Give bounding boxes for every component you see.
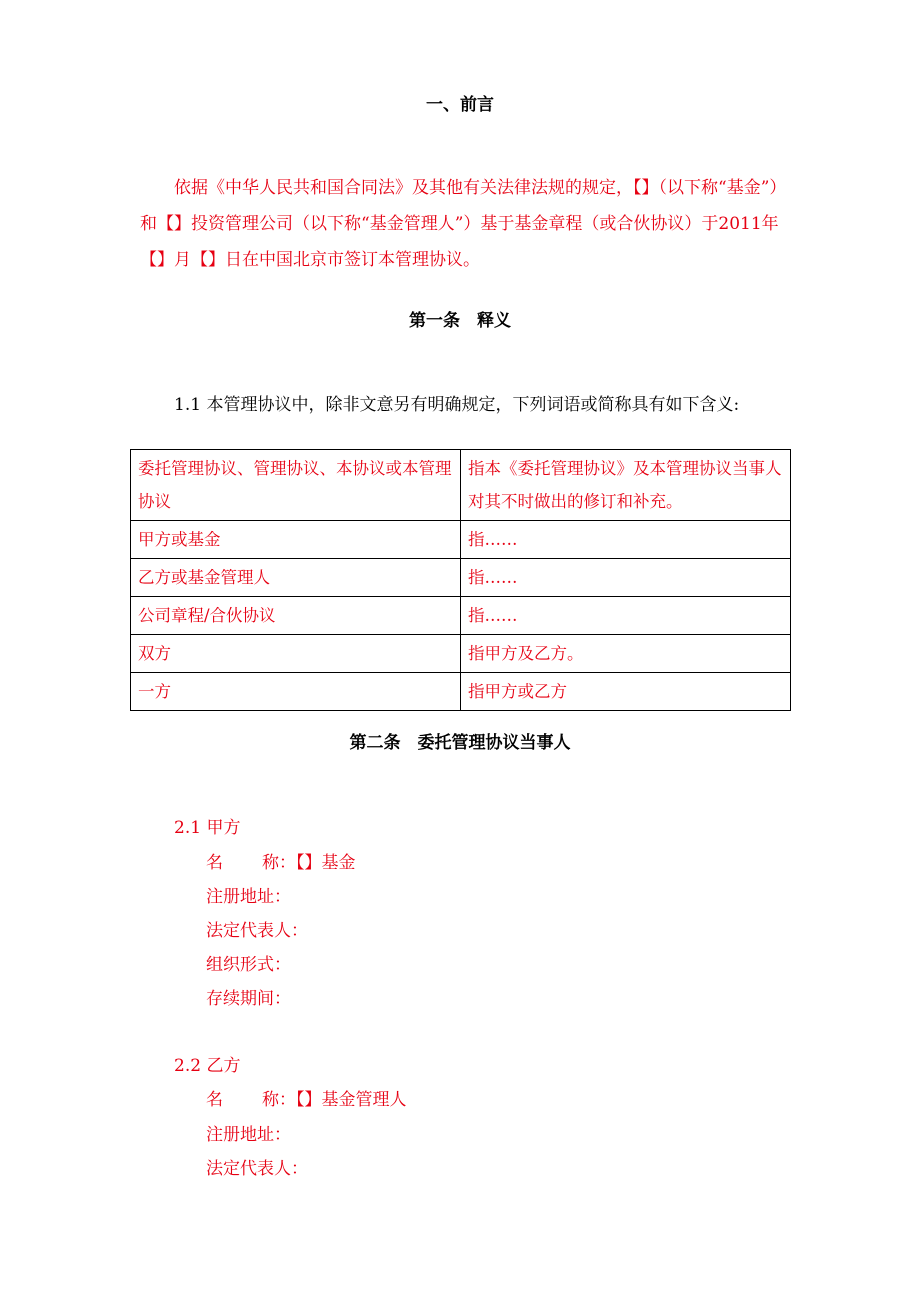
party-a-org-label: 组织形式： xyxy=(206,955,291,975)
party-b-rep-label: 法定代表人： xyxy=(206,1159,308,1179)
definition-meaning: 指…… xyxy=(461,559,791,597)
party-b-address-label: 注册地址： xyxy=(206,1125,291,1145)
definition-term: 公司章程/合伙协议 xyxy=(131,597,461,635)
table-row xyxy=(131,673,791,711)
definition-meaning: 指…… xyxy=(461,521,791,559)
definition-term: 乙方或基金管理人 xyxy=(131,559,461,597)
definition-term: 双方 xyxy=(131,635,461,673)
definition-term: 一方 xyxy=(131,673,461,711)
table-row xyxy=(131,635,791,673)
party-a-name-line xyxy=(206,848,356,873)
definition-meaning: 指甲方及乙方。 xyxy=(461,635,791,673)
party-b-heading: 2.2 乙方 xyxy=(174,1056,241,1076)
definition-meaning: 指甲方或乙方 xyxy=(461,673,791,711)
article2-title: 第二条 委托管理协议当事人 xyxy=(349,733,571,753)
name-label-first: 名 xyxy=(206,1090,223,1110)
name-label-second: 称： xyxy=(262,1090,296,1110)
table-row xyxy=(131,450,791,521)
name-label-first: 名 xyxy=(206,853,223,873)
definition-meaning: 指…… xyxy=(461,597,791,635)
party-a-address-label: 注册地址： xyxy=(206,887,291,907)
definition-term: 委托管理协议、管理协议、本协议或本管理协议 xyxy=(131,450,461,521)
party-a-rep-label: 法定代表人： xyxy=(206,921,308,941)
preface-heading: 一、前言 xyxy=(426,95,494,115)
definition-term: 甲方或基金 xyxy=(131,521,461,559)
name-label-second: 称： xyxy=(262,853,296,873)
party-a-heading: 2.1 甲方 xyxy=(174,818,241,838)
party-a-name-value: 【】基金 xyxy=(296,853,356,873)
table-row xyxy=(131,521,791,559)
preface-paragraph: 依据《中华人民共和国合同法》及其他有关法律法规的规定，【】（以下称“基金”）和【】投资管理公司（以下称“基金管理人”）基于基金章程（或合伙协议）于2011年【】月【】日在中国北京市签订本管理协议。 xyxy=(140,178,787,270)
table-row xyxy=(131,559,791,597)
definitions-table xyxy=(130,449,791,711)
table-row xyxy=(131,597,791,635)
article1-title: 第一条 释义 xyxy=(409,311,511,331)
definition-meaning: 指本《委托管理协议》及本管理协议当事人对其不时做出的修订和补充。 xyxy=(461,450,791,521)
party-a-term-label: 存续期间： xyxy=(206,989,291,1009)
article1-intro: 1.1 本管理协议中，除非文意另有明确规定，下列词语或简称具有如下含义: xyxy=(174,395,740,415)
party-b-name-value: 【】基金管理人 xyxy=(296,1090,407,1110)
party-b-name-line xyxy=(206,1085,407,1110)
